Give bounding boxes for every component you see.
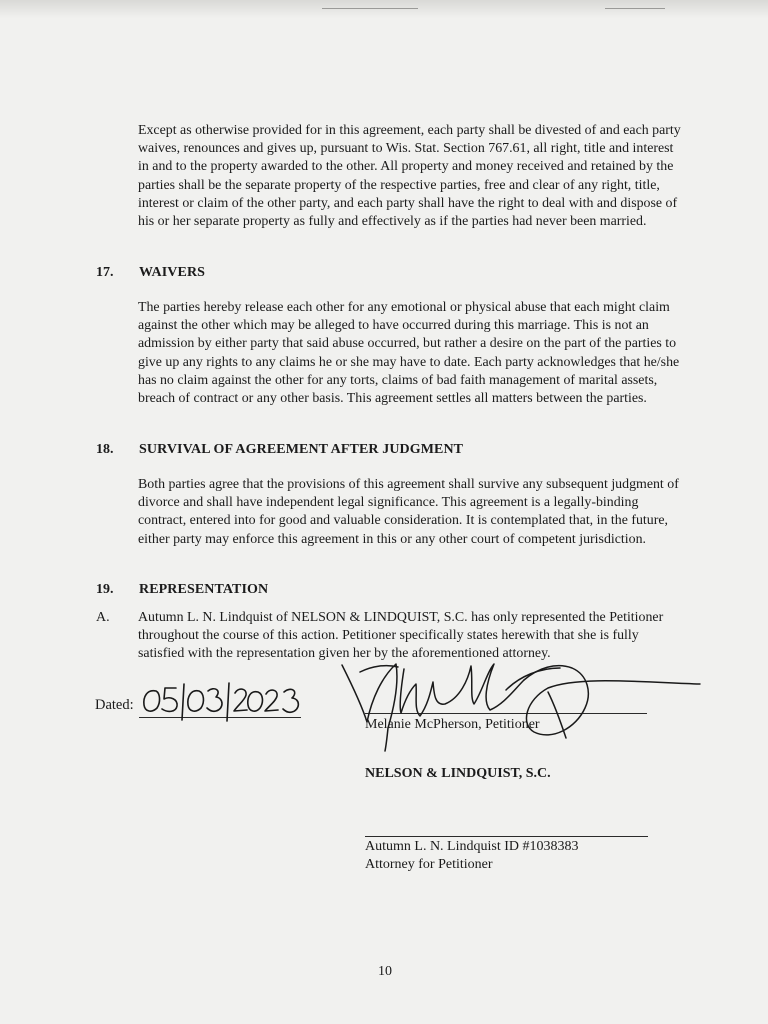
section-17-body: The parties hereby release each other for any emotional or physical abuse that each might claim against the other which may be alleged to have occurred during this marriage. This is not an admission by either party that said abuse occurred, but rather a desire on the part of the parties to give up any rights to any claims he or she may have to date. Each party acknowledges that he/she has no claim against the other for any torts, claims of bad faith management of marital assets, breach of contract or any other basis. This agreement settles all matters between the parties. xyxy=(138,300,680,407)
section-19-number: 19. xyxy=(96,582,114,597)
section-19-heading: REPRESENTATION xyxy=(139,582,269,597)
section-19-body: Autumn L. N. Lindquist of NELSON & LINDQUIST, S.C. has only represented the Petitioner throughout the course of this action. Petitioner specifically states herewith that she is fully satisfied with the representation given her by the aforementioned attorney. xyxy=(138,610,664,662)
section-18-heading: SURVIVAL OF AGREEMENT AFTER JUDGMENT xyxy=(139,442,464,457)
intro-paragraph: Except as otherwise provided for in this agreement, each party shall be divested of and each party waives, renounces and gives up, pursuant to Wis. Stat. Section 767.61, all right, title and interest in and to the property awarded to the other. All property and money received and retained by the parties shall be the separate property of the respective parties, free and clear of any right, title, interest or claim of the other party, and each party shall have the right to deal with and dispose of his or her separate property as fully and effectively as if the parties had never been married. xyxy=(138,123,681,230)
section-18-body: Both parties agree that the provisions of this agreement shall survive any subsequent judgment of divorce and shall have independent legal significance. This agreement is a legally-binding contract, entered into for good and valuable consideration. It is contemplated that, in the future, either party may enforce this agreement in this or any other court of competent jurisdiction. xyxy=(138,477,679,547)
attorney-role: Attorney for Petitioner xyxy=(365,857,493,872)
page-number: 10 xyxy=(378,964,392,979)
attorney-name: Autumn L. N. Lindquist ID #1038383 xyxy=(365,839,579,854)
section-19-subitem-label: A. xyxy=(96,610,110,625)
firm-name: NELSON & LINDQUIST, S.C. xyxy=(365,766,551,781)
section-17-number: 17. xyxy=(96,265,114,280)
section-18-number: 18. xyxy=(96,442,114,457)
handwritten-date xyxy=(144,683,299,721)
petitioner-name: Melanie McPherson, Petitioner xyxy=(365,717,540,732)
petitioner-signature-scrawl xyxy=(342,664,700,751)
section-17-heading: WAIVERS xyxy=(139,265,206,280)
dated-label: Dated: xyxy=(95,697,134,713)
